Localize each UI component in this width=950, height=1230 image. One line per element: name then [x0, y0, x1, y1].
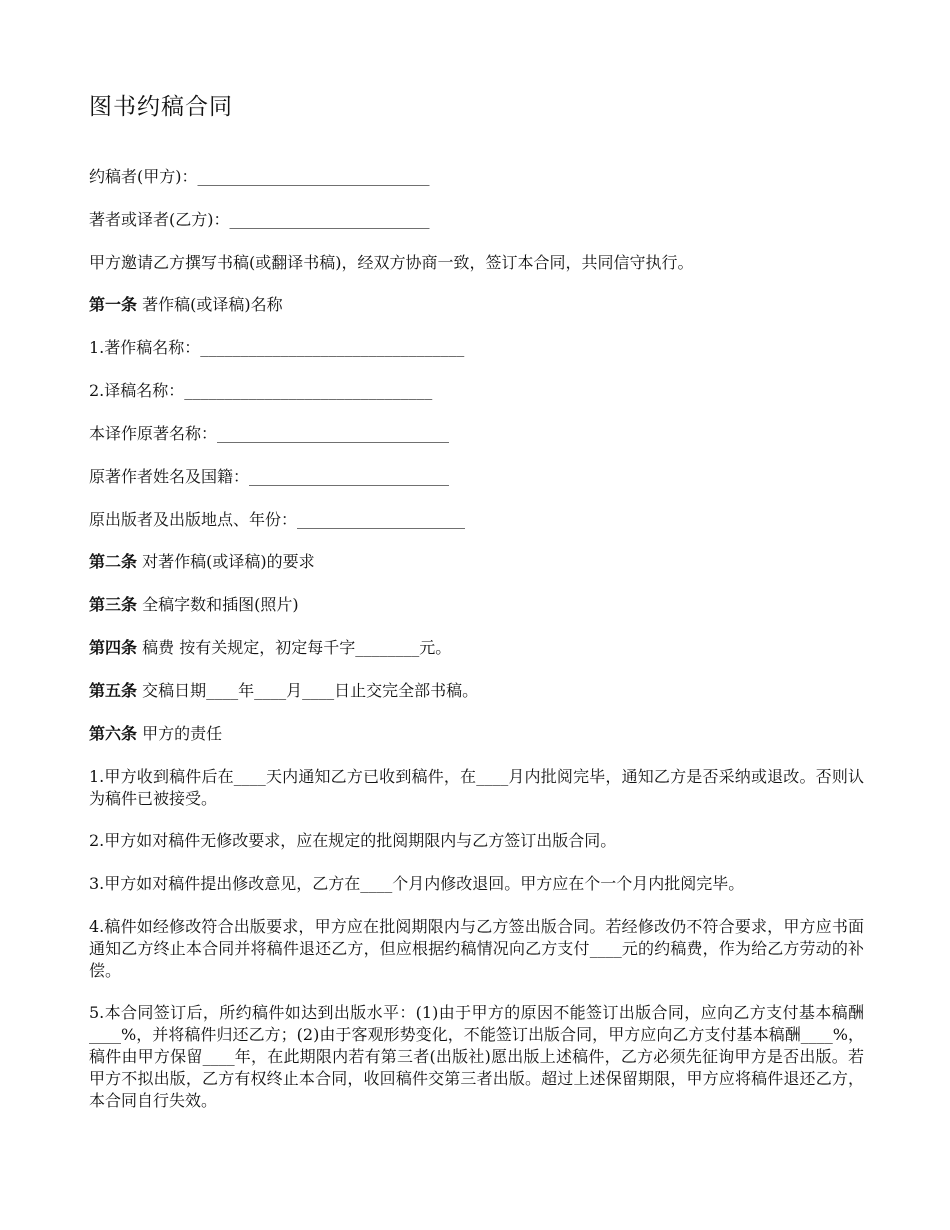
article-3-text: 全稿字数和插图(照片) [137, 595, 299, 614]
article-2-text: 对著作稿(或译稿)的要求 [137, 552, 315, 571]
article-6-paragraph-1: 1.甲方收到稿件后在____天内通知乙方已收到稿件，在____月内批阅完毕，通知乙方是否采纳或退改。否则认为稿件已被接受。 [89, 767, 864, 808]
intro-paragraph: 甲方邀请乙方撰写书稿(或翻译书稿)，经双方协商一致，签订本合同，共同信守执行。 [89, 253, 694, 272]
article-1-item: 2.译稿名称：_______________________________ [89, 381, 433, 400]
article-1-label: 第一条 [89, 295, 138, 314]
party-a-line: 约稿者(甲方)：_____________________________ [89, 167, 430, 186]
article-1-item: 原出版者及出版地点、年份：_____________________ [89, 510, 466, 529]
article-6-label: 第六条 [89, 724, 138, 743]
article-5-text: 交稿日期____年____月____日止交完全部书稿。 [137, 681, 479, 700]
article-1-item: 本译作原著名称：_____________________________ [89, 424, 450, 443]
article-6-paragraph-3: 3.甲方如对稿件提出修改意见，乙方在____个月内修改退回。甲方应在个一个月内批阅完毕。 [89, 874, 745, 893]
article-1-text: 著作稿(或译稿)名称 [137, 295, 283, 314]
article-6-paragraph-5: 5.本合同签订后，所约稿件如达到出版水平：(1)由于甲方的原因不能签订出版合同，应向乙方支付基本稿酬____%，并将稿件归还乙方；(2)由于客观形势变化，不能签订出版合同，甲方应向乙方支付基本稿酬____%，稿件由甲方保留____年，在此期限内若有第三者(出版社)愿出版上述稿件，乙方必须先征询甲方是否出版。若甲方不拟出版，乙方有权终止本合同，收回稿件交第三者出版。超过上述保留期限，甲方应将稿件退还乙方，本合同自行失效。 [89, 1003, 864, 1110]
article-6-paragraph-2: 2.甲方如对稿件无修改要求，应在规定的批阅期限内与乙方签订出版合同。 [89, 831, 617, 850]
article-1-item: 原著作者姓名及国籍：_________________________ [89, 467, 450, 486]
article-1-heading [89, 294, 283, 316]
article-6-heading [89, 723, 222, 745]
article-2-heading [89, 551, 315, 573]
document-title: 图书约稿合同 [89, 94, 233, 120]
article-5-label: 第五条 [89, 681, 138, 700]
party-b-line: 著者或译者(乙方)：_________________________ [89, 210, 430, 229]
article-4-text: 稿费 按有关规定，初定每千字________元。 [137, 638, 452, 657]
article-5-heading [89, 680, 478, 702]
article-6-paragraph-4: 4.稿件如经修改符合出版要求，甲方应在批阅期限内与乙方签出版合同。若经修改仍不符合要求，甲方应书面通知乙方终止本合同并将稿件退还乙方，但应根据约稿情况向乙方支付____元的约稿费，作为给乙方劳动的补偿。 [89, 917, 864, 980]
article-4-heading [89, 637, 451, 659]
article-6-text: 甲方的责任 [137, 724, 223, 743]
article-4-label: 第四条 [89, 638, 138, 657]
article-3-label: 第三条 [89, 595, 138, 614]
article-2-label: 第二条 [89, 552, 138, 571]
article-3-heading [89, 594, 299, 616]
article-1-item: 1.著作稿名称：_________________________________ [89, 338, 465, 357]
